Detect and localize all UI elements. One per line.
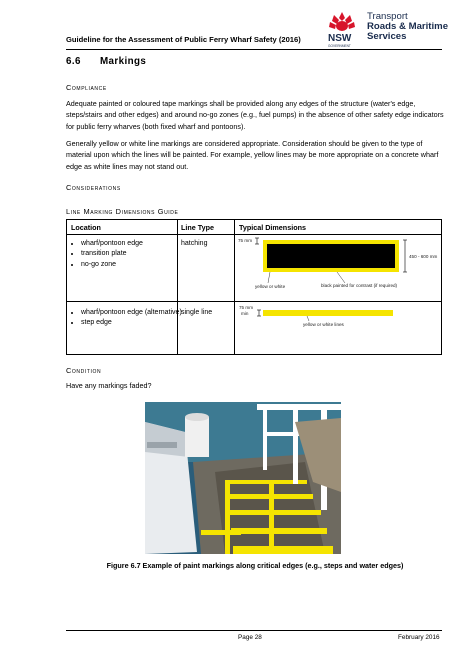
line-marking-table (66, 219, 442, 355)
leader-yellow (268, 272, 270, 283)
condition-heading: Condition (66, 366, 102, 375)
considerations-heading: Considerations (66, 183, 121, 192)
single-line-dimension-2: min (241, 311, 249, 316)
yellow-right-line (395, 240, 399, 272)
bollard (185, 417, 209, 457)
table-row-1-locations (67, 239, 143, 270)
black-contrast-label: black painted for contrast (if required) (321, 283, 398, 288)
compliance-heading: Compliance (66, 83, 107, 92)
section-title: Markings (100, 56, 147, 67)
leader-black (337, 272, 345, 283)
wharf-photo (145, 402, 341, 554)
government-wordmark: GOVERNMENT (328, 44, 351, 48)
section-heading (66, 56, 146, 67)
table-heading: Line Marking Dimensions Guide (66, 207, 179, 216)
table-column-divider (177, 220, 178, 354)
location-item: • wharf/pontoon edge (81, 239, 143, 249)
figure-caption: Figure 6.7 Example of paint markings along critical edges (e.g., steps and water edges) (106, 561, 404, 570)
table-row-2-locations (67, 308, 182, 329)
compliance-paragraph-1: Adequate painted or coloured tape markings shall be provided along any edges of the structure (water's edge, steps/stairs and other edges) and around no-go zones (e.g., fuel pumps) in the absence of other safety edge indicators for public ferry wharves (both fixed wharf and pontoons). (66, 99, 444, 131)
column-header-location: Location (71, 223, 101, 232)
top-dimension-label: 75 mm (238, 238, 253, 243)
yellow-top-line (263, 240, 399, 244)
footer-rule (66, 630, 442, 631)
agency-line-3: Services (367, 31, 407, 42)
agency-line-2: Roads & Maritime (367, 21, 449, 32)
agency-wordmark (367, 12, 448, 42)
yellow-bottom-line (263, 268, 399, 272)
side-dimension-label: 450 - 600 mm (409, 254, 438, 259)
location-item: • transition plate (81, 249, 143, 259)
single-line-label: yellow or white lines (303, 322, 344, 327)
yellow-left-line (263, 240, 267, 272)
column-header-line-type: Line Type (181, 223, 215, 232)
page-number: Page 28 (238, 634, 262, 641)
hatching-diagram (237, 235, 441, 301)
yellow-or-white-label: yellow or white (255, 284, 286, 289)
location-item: • wharf/pontoon edge (alternative) (81, 308, 182, 318)
nsw-wordmark: NSW (328, 33, 352, 44)
black-contrast-panel (263, 240, 399, 272)
document-header-title: Guideline for the Assessment of Public Ferry Wharf Safety (2016) (66, 35, 301, 44)
footer-date: February 2016 (398, 634, 440, 641)
location-item: • no-go zone (81, 260, 143, 270)
yellow-single-line (263, 310, 393, 316)
section-number: 6.6 (66, 56, 81, 67)
agency-line-1: Transport (367, 11, 408, 22)
location-item: • step edge (81, 318, 182, 328)
waratah-logo-icon (322, 10, 366, 50)
table-column-divider (234, 220, 235, 354)
compliance-paragraph-2: Generally yellow or white line markings are considered appropriate. Consideration should be given to the type of material upon which the lines will be painted. For example, yellow lines may be more appropriate on a concrete wharf edge as white lines may not stand out. (66, 139, 439, 171)
column-header-dimensions: Typical Dimensions (239, 223, 306, 232)
single-line-dimension-1: 75 mm (239, 305, 254, 310)
condition-question: Have any markings faded? (66, 381, 152, 390)
table-row-1-line-type: hatching (181, 240, 208, 247)
table-row-2-line-type: single line (181, 309, 213, 316)
